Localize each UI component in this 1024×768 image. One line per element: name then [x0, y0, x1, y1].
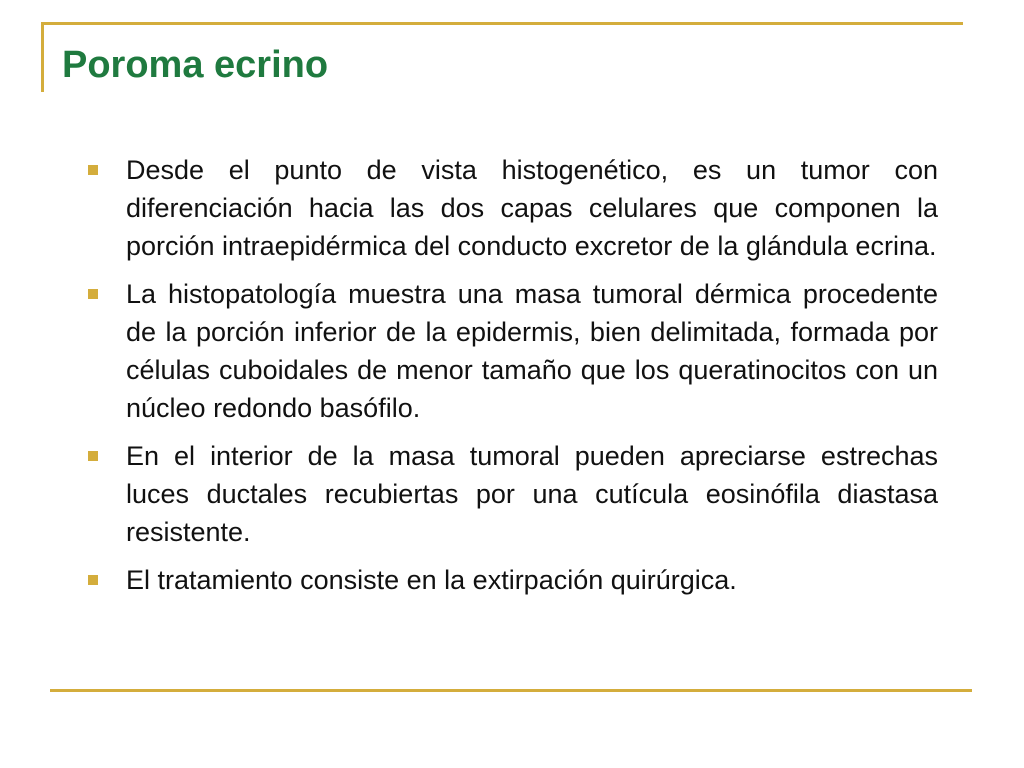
bullet-item [88, 275, 938, 427]
bullet-text: Desde el punto de vista histogenético, es un tumor con diferenciación hacia las dos capas celulares que componen la porción intraepidérmica del conducto excretor de la glándula ecrina. [126, 155, 938, 261]
bullet-text: En el interior de la masa tumoral pueden apreciarse estrechas luces ductales recubiertas por una cutícula eosinófila diastasa resistente. [126, 441, 938, 547]
bullet-text: La histopatología muestra una masa tumoral dérmica procedente de la porción inferior de la epidermis, bien delimitada, formada por células cuboidales de menor tamaño que los queratinocitos con un núcleo redondo basófilo. [126, 279, 938, 423]
frame-bottom-rule [50, 689, 972, 692]
bullet-item [88, 437, 938, 551]
square-bullet-icon [88, 575, 98, 585]
frame-left-accent [41, 22, 44, 92]
bullet-item [88, 561, 938, 599]
slide-title: Poroma ecrino [62, 44, 329, 86]
bullet-text: El tratamiento consiste en la extirpación quirúrgica. [126, 565, 737, 595]
bullet-item [88, 151, 938, 265]
frame-top-rule [41, 22, 963, 25]
square-bullet-icon [88, 165, 98, 175]
square-bullet-icon [88, 451, 98, 461]
bullet-list [88, 151, 938, 609]
square-bullet-icon [88, 289, 98, 299]
